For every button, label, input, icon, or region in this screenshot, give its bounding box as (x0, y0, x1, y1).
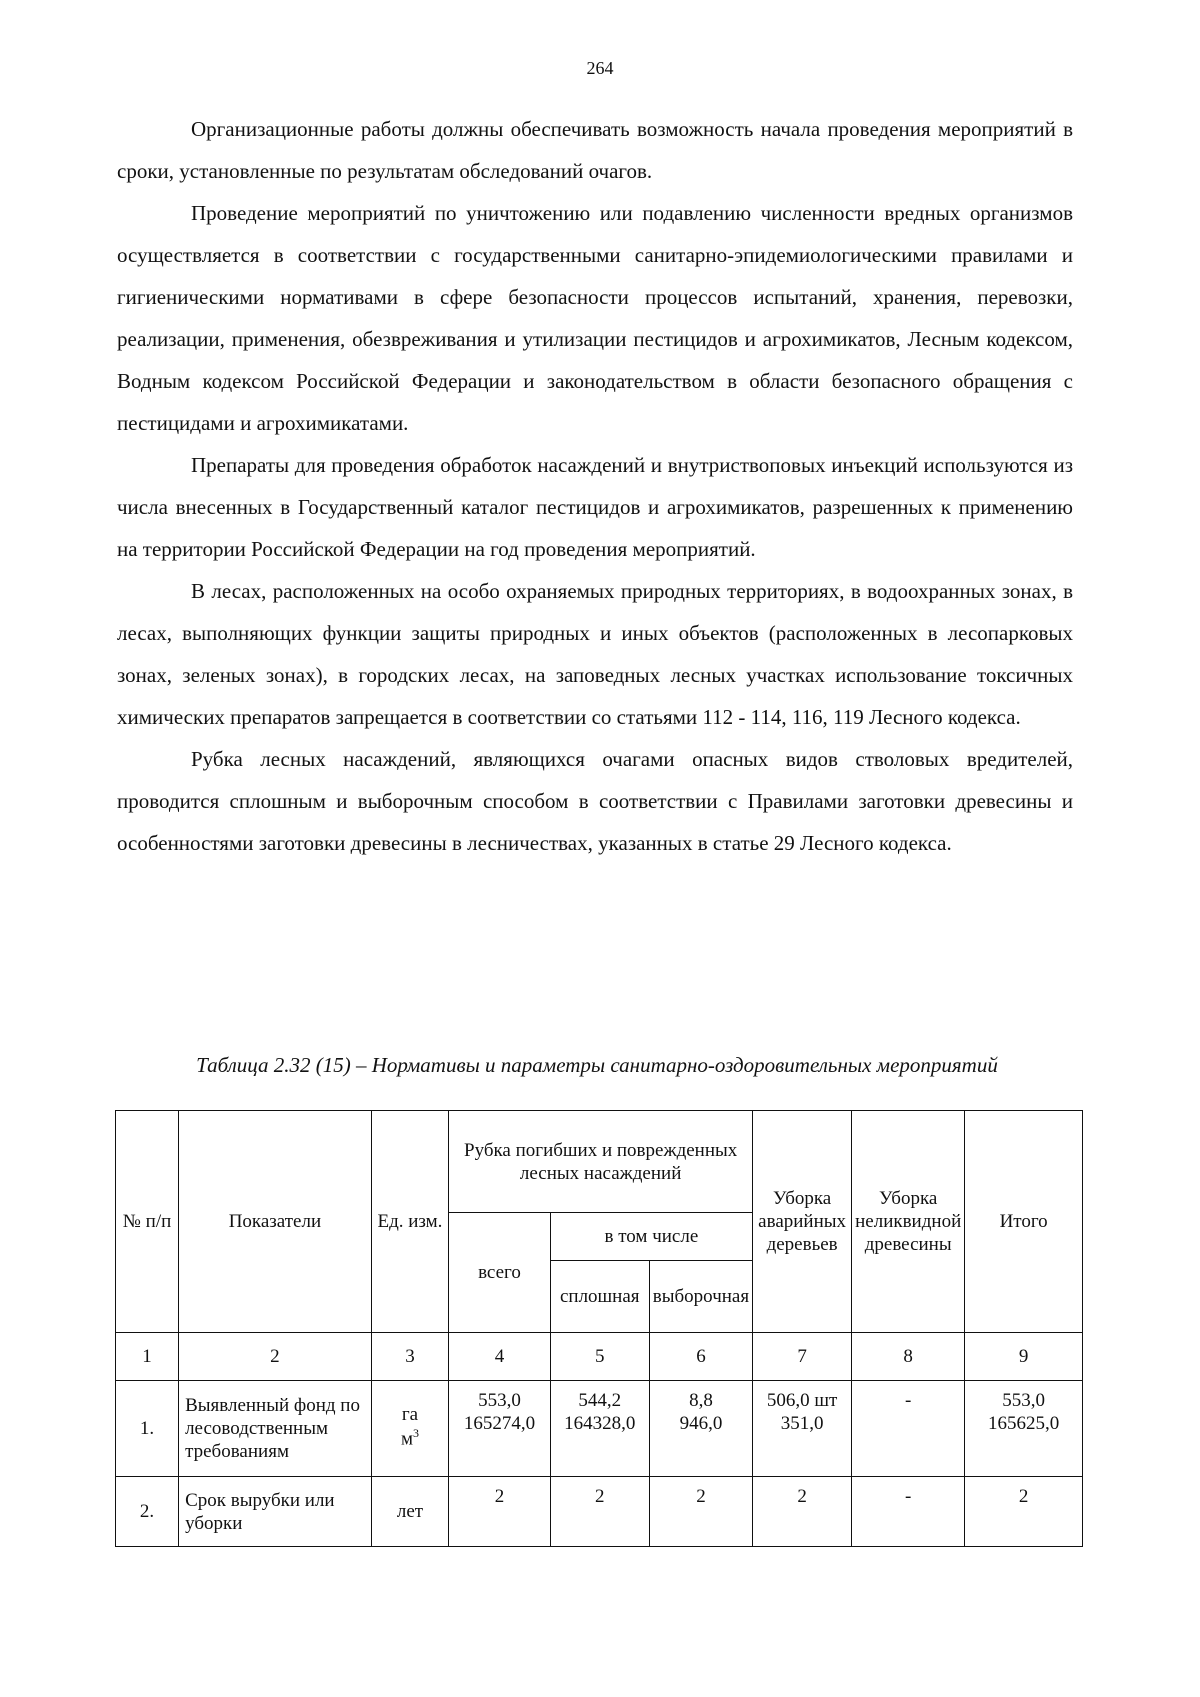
paragraph: Препараты для проведения обработок насаждений и внутриствоповых инъекций используются из числа внесенных в Государственный каталог пестицидов и агрохимикатов, разрешенных к применению на территории Российской Федерации на год проведения мероприятий. (117, 453, 1073, 561)
row-total: 553,0 165625,0 (965, 1381, 1083, 1477)
paragraph: Проведение мероприятий по уничтожению или подавлению численности вредных организмов осуществляется в соответствии с государственными санитарно-эпидемиологическими правилами и гигиеническими нормативами в сфере безопасности процессов испытаний, хранения, перевозки, реализации, применения, обезвреживания и утилизации пестицидов и агрохимикатов, Лесным кодексом, Водным кодексом Российской Федерации и законодательством в области безопасного обращения с пестицидами и агрохимикатами. (117, 201, 1073, 435)
header-total-all: всего (449, 1213, 551, 1333)
header-felling: Рубка погибших и поврежденных лесных насаждений (449, 1111, 753, 1213)
row-selective: 8,8 946,0 (649, 1381, 752, 1477)
row-unit (371, 1381, 448, 1477)
column-number: 5 (550, 1333, 649, 1381)
header-row (116, 1111, 1083, 1213)
header-total: Итого (965, 1111, 1083, 1333)
table-caption: Таблица 2.32 (15) – Нормативы и параметры санитарно-оздоровительных мероприятий (196, 1053, 998, 1077)
row-indicator: Срок вырубки или уборки (179, 1477, 372, 1547)
column-number: 3 (371, 1333, 448, 1381)
header-selective: выборочная (649, 1261, 752, 1333)
row-unit: лет (371, 1477, 448, 1547)
table-row (116, 1381, 1083, 1477)
column-number: 7 (753, 1333, 852, 1381)
unit-m: м (400, 1428, 413, 1450)
header-including: в том числе (550, 1213, 752, 1261)
header-emergency: Уборка аварийных деревьев (753, 1111, 852, 1333)
row-selective: 2 (649, 1477, 752, 1547)
paragraph: Рубка лесных насаждений, являющихся очагами опасных видов стволовых вредителей, проводится сплошным и выборочным способом в соответствии с Правилами заготовки древесины и особенностями заготовки древесины в лесничествах, указанных в статье 29 Лесного кодекса. (117, 747, 1073, 855)
unit-m-power: 3 (412, 1426, 419, 1441)
norms-table (115, 1110, 1083, 1547)
header-num: № п/п (116, 1111, 179, 1333)
row-total-all: 2 (449, 1477, 551, 1547)
row-indicator: Выявленный фонд по лесоводственным требованиям (179, 1381, 372, 1477)
header-nonmarket: Уборка неликвидной древесины (852, 1111, 965, 1333)
unit-ha: га (401, 1404, 419, 1426)
table-row (116, 1477, 1083, 1547)
row-num: 1. (116, 1381, 179, 1477)
row-nonmarket: - (852, 1381, 965, 1477)
header-units: Ед. изм. (371, 1111, 448, 1333)
page-number: 264 (586, 58, 614, 78)
header-clear: сплошная (550, 1261, 649, 1333)
row-emergency: 506,0 шт 351,0 (753, 1381, 852, 1477)
row-num: 2. (116, 1477, 179, 1547)
column-number: 4 (449, 1333, 551, 1381)
column-number: 9 (965, 1333, 1083, 1381)
column-number: 1 (116, 1333, 179, 1381)
row-clear: 544,2 164328,0 (550, 1381, 649, 1477)
column-number: 2 (179, 1333, 372, 1381)
paragraph: В лесах, расположенных на особо охраняемых природных территориях, в водоохранных зонах, в лесах, выполняющих функции защиты природных и иных объектов (расположенных в лесопарковых зонах, зеленых зонах), в городских лесах, на заповедных лесных участках использование токсичных химических препаратов запрещается в соответствии со статьями 112 - 114, 116, 119 Лесного кодекса. (117, 579, 1073, 729)
column-number: 6 (649, 1333, 752, 1381)
row-total: 2 (965, 1477, 1083, 1547)
header-indicators: Показатели (179, 1111, 372, 1333)
column-number: 8 (852, 1333, 965, 1381)
paragraph: Организационные работы должны обеспечивать возможность начала проведения мероприятий в сроки, установленные по результатам обследований очагов. (117, 117, 1073, 183)
row-emergency: 2 (753, 1477, 852, 1547)
row-clear: 2 (550, 1477, 649, 1547)
body-text (117, 108, 1073, 864)
row-nonmarket: - (852, 1477, 965, 1547)
column-numbers-row (116, 1333, 1083, 1381)
row-total-all: 553,0 165274,0 (449, 1381, 551, 1477)
